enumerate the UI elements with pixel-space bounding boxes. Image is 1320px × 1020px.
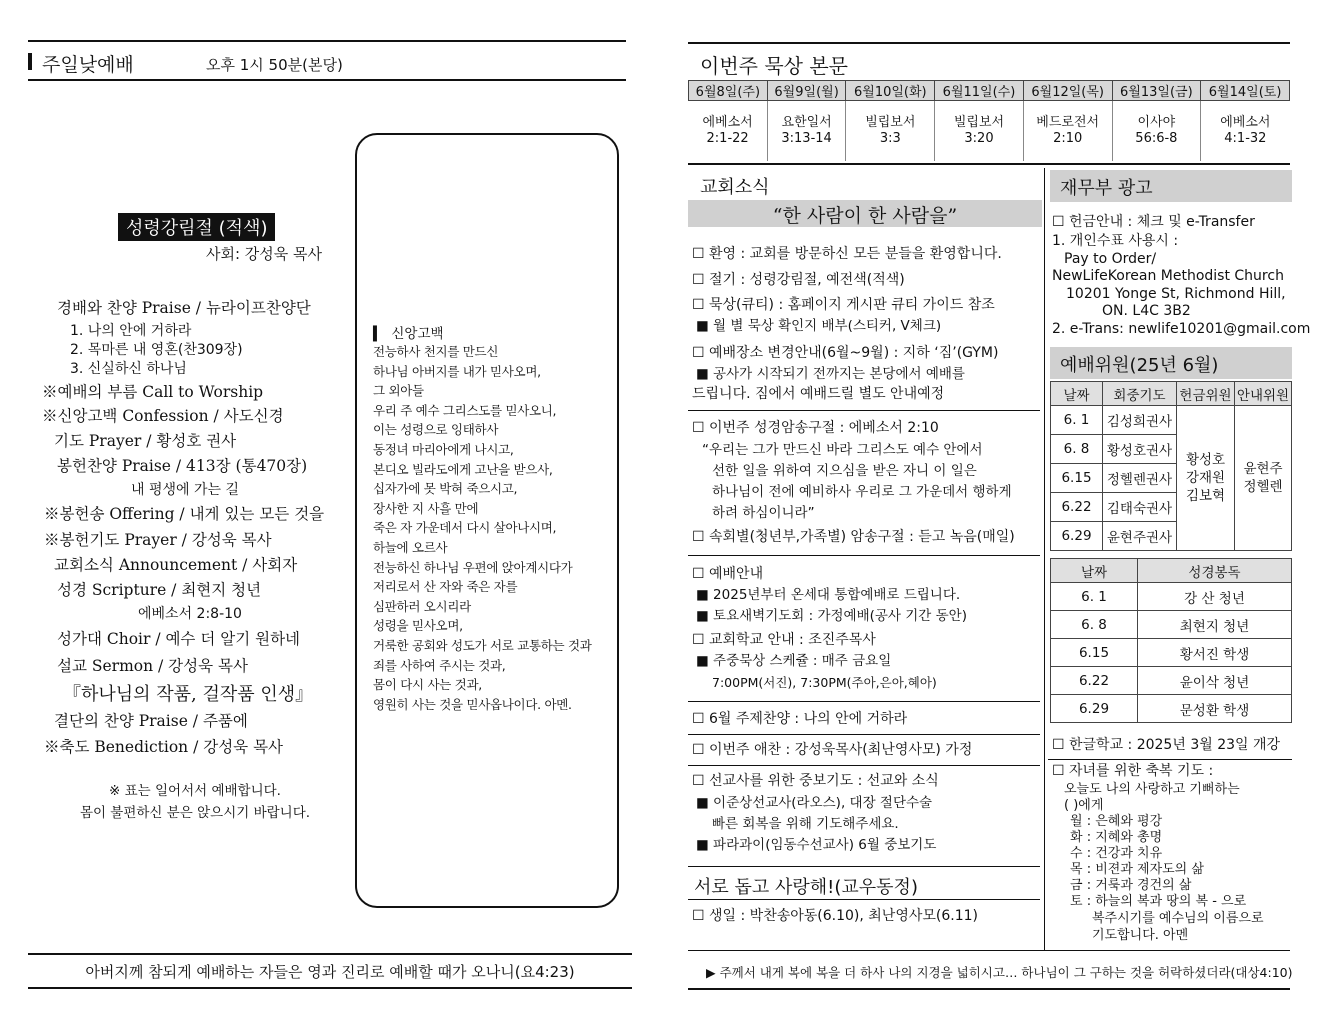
service-header (28, 44, 626, 80)
committee-name: 강재원 (1185, 470, 1226, 486)
duty-table (1050, 381, 1292, 551)
duty-date: 6. 1 (1051, 406, 1103, 435)
reading-name: 강 산 청년 (1138, 583, 1292, 611)
finance-line: 1. 개인수표 사용시 : (1052, 233, 1179, 249)
news-item: ■ 이준상선교사(라오스), 대장 절단수술 (696, 795, 933, 811)
finance-line: NewLifeKorean Methodist Church (1052, 268, 1284, 284)
sched-book: 요한일서 (781, 114, 832, 130)
order-item: 1. 나의 안에 거하라 (70, 323, 192, 339)
duty-date: 6. 8 (1051, 435, 1103, 464)
sched-ref: 56:6-8 (1135, 130, 1178, 146)
love-title: 서로 돕고 사랑해!(교우동정) (694, 877, 918, 898)
sched-ref: 3:20 (964, 130, 994, 146)
right-top-rule (688, 42, 1290, 44)
news-item: ☐ 묵상(큐티) : 홈페이지 게시판 큐티 가이드 참조 (692, 297, 995, 313)
duty-date: 6.22 (1051, 493, 1103, 522)
finance-line: 2. e-Trans: newlife10201@gmail.com (1052, 321, 1311, 337)
reading-date: 6. 8 (1051, 611, 1138, 639)
holiday-label: 성령강림절 (적색) (118, 213, 275, 241)
sched-day: 6월12일(목) (1023, 81, 1112, 101)
sched-day: 6월13일(금) (1112, 81, 1201, 101)
news-item: 7:00PM(서진), 7:30PM(주아,은아,혜아) (712, 675, 937, 690)
order-item: 에베소서 2:8-10 (138, 606, 242, 622)
blessing-line: 수 : 건강과 치유 (1070, 846, 1163, 861)
order-item: ※예배의 부름 Call to Worship (42, 383, 264, 401)
footer-rule-top (28, 953, 632, 955)
sched-book: 빌립보서 (953, 114, 1005, 130)
sched-ref: 3:13-14 (781, 130, 832, 146)
blessing-line: 월 : 은혜와 평강 (1070, 814, 1163, 829)
news-banner: “한 사람이 한 사람을” (688, 200, 1042, 227)
finance-line: Pay to Order/ (1064, 251, 1157, 267)
column-divider (1044, 168, 1045, 950)
committee-name: 황성호 (1185, 452, 1226, 468)
duty-date: 6.29 (1051, 522, 1103, 551)
news-item: 드립니다. 짐에서 예배드릴 별도 안내예정 (692, 386, 945, 402)
order-item: ※봉헌송 Offering / 내게 있는 모든 것을 (44, 505, 325, 523)
duty-prayer: 김태숙권사 (1103, 493, 1177, 522)
left-footer: 아버지께 참되게 예배하는 자들은 영과 진리로 예배할 때가 오나니(요4:23) (85, 963, 575, 981)
news-item: ☐ 이번주 성경암송구절 : 에베소서 2:10 (692, 420, 939, 436)
birthday-item: ☐ 생일 : 박찬송아동(6.10), 최난영사모(6.11) (692, 908, 978, 924)
standing-note (50, 780, 340, 824)
right-footer-rule-bottom (688, 988, 1290, 990)
order-item: 설교 Sermon / 강성욱 목사 (57, 657, 248, 675)
order-item: ※봉헌기도 Prayer / 강성욱 목사 (44, 531, 272, 549)
sermon-title: 『하나님의 작품, 걸작품 인생』 (63, 684, 314, 705)
usher-committee (1235, 406, 1292, 551)
offering-committee (1177, 406, 1235, 551)
sched-day: 6월8일(주) (689, 81, 768, 101)
order-item: 성가대 Choir / 예수 더 알기 원하네 (57, 630, 301, 648)
duty-header: 날짜 (1051, 382, 1103, 406)
order-item: ※신앙고백 Confession / 사도신경 (42, 407, 284, 425)
love-rule-top (688, 866, 1040, 867)
sched-ref: 2:10 (1053, 130, 1083, 146)
blessing-line: 화 : 지혜와 총명 (1070, 830, 1163, 845)
duty-header: 안내위원 (1235, 382, 1292, 406)
news-item: ☐ 선교사를 위한 중보기도 : 선교와 소식 (692, 773, 939, 789)
meditation-title: 이번주 묵상 본문 (700, 54, 848, 78)
sched-day: 6월11일(수) (935, 81, 1024, 101)
order-item: ※축도 Benediction / 강성욱 목사 (44, 738, 284, 756)
duty-prayer: 황성호권사 (1103, 435, 1177, 464)
duty-prayer: 정헬렌권사 (1103, 464, 1177, 493)
news-item: ☐ 속회별(청년부,가족별) 암송구절 : 듣고 녹음(매일) (692, 529, 1015, 545)
top-rule (28, 40, 626, 42)
news-item: ☐ 예배장소 변경안내(6월~9월) : 지하 ‘짐’(GYM) (692, 345, 999, 361)
duty-date: 6.15 (1051, 464, 1103, 493)
news-item: ☐ 예배안내 (692, 566, 764, 582)
news-item: ☐ 6월 주제찬양 : 나의 안에 거하라 (692, 711, 908, 727)
sched-day: 6월10일(화) (846, 81, 935, 101)
sched-cell (1112, 101, 1201, 161)
note-line: 몸이 불편하신 분은 앉으시기 바랍니다. (79, 805, 311, 821)
news-item: ■ 2025년부터 온세대 통합예배로 드립니다. (696, 587, 961, 603)
order-item: 성경 Scripture / 최현지 청년 (57, 581, 262, 599)
reading-name: 황서진 학생 (1138, 639, 1292, 667)
right-footer-rule-top (688, 950, 1290, 951)
news-divider (688, 734, 1040, 735)
news-item: ☐ 절기 : 성령강림절, 예전색(적색) (692, 272, 905, 288)
news-item: ■ 공사가 시작되기 전까지는 본당에서 예배를 (696, 366, 965, 382)
news-item: 하려 하심이니라” (712, 505, 815, 521)
sched-cell (1023, 101, 1112, 161)
committee-name: 윤현주 (1243, 461, 1283, 477)
sched-cell (846, 101, 935, 161)
sched-ref: 4:1-32 (1224, 130, 1267, 146)
order-item: 3. 신실하신 하나님 (70, 361, 187, 377)
news-item: 빠른 회복을 위해 기도해주세요. (712, 816, 899, 832)
header-rule (28, 79, 626, 81)
finance-line: ☐ 헌금안내 : 체크 및 e-Transfer (1052, 214, 1255, 230)
reading-date: 6. 1 (1051, 583, 1138, 611)
news-divider (688, 555, 1040, 556)
right-footer: ▶ 주께서 내게 복에 복을 더 하사 나의 지경을 넓히시고… 하나님이 그 구하는 것을 허락하셨더라(대상4:10) (706, 965, 1293, 980)
order-item: 2. 목마른 내 영혼(찬309장) (70, 342, 243, 358)
news-item: ■ 월 별 묵상 확인지 배부(스티커, V체크) (696, 318, 942, 334)
blessing-line: 금 : 거룩과 경건의 삶 (1070, 878, 1192, 893)
finance-line: ON. L4C 3B2 (1102, 303, 1191, 319)
creed-text: 전능하사 천지를 만드신 하나님 아버지를 내가 믿사오며, 그 외아들 우리 주 예수 그리스도를 믿사오니, 이는 성령으로 잉태하사 동정녀 마리아에게 나시고, 본디오 빌라도에게 고난을 받으사, 십자가에 못 박혀 죽으시고, 장사한 지 사흘 만에 죽은 자 가운데서 다시 살아나시며, 하늘에 오르사 전능하신 하나님 우편에 앉아계시다가 저리로서 산 자와 죽은 자를 심판하러 오시리라 성령을 믿사오며, 거룩한 공회와 성도가 서로 교통하는 것과 죄를 사하여 주시는 것과, 몸이 다시 사는 것과, 영원히 사는 것을 믿사옵나이다. 아멘. (373, 344, 592, 712)
creed-title-text: 신앙고백 (391, 326, 444, 342)
reading-date: 6.22 (1051, 667, 1138, 695)
sched-cell (935, 101, 1024, 161)
reading-table (1050, 558, 1292, 723)
news-item: ☐ 이번주 애찬 : 강성욱목사(최난영사모) 가정 (692, 742, 973, 758)
service-title: 주일낮예배 (42, 54, 134, 76)
reading-header: 성경봉독 (1138, 559, 1292, 583)
finance-title: 재무부 광고 (1050, 170, 1292, 202)
bar-icon: ▍ (373, 326, 384, 342)
duty-header: 회중기도 (1103, 382, 1177, 406)
news-title: 교회소식 (700, 177, 770, 198)
order-item: 교회소식 Announcement / 사회자 (54, 556, 298, 574)
sched-ref: 3:3 (879, 130, 901, 146)
sched-book: 베드로전서 (1036, 114, 1100, 130)
meditation-schedule (688, 80, 1290, 161)
duty-header: 헌금위원 (1177, 382, 1235, 406)
blessing-line: 목 : 비젼과 제자도의 삶 (1070, 862, 1204, 877)
sched-ref: 2:1-22 (706, 130, 749, 146)
news-divider (688, 701, 1040, 702)
committee-name: 김보혁 (1185, 488, 1226, 504)
blessing-line: 토 : 하늘의 복과 땅의 복 - 으로 (1070, 894, 1247, 909)
committee-name: 정헬렌 (1243, 479, 1283, 495)
hangul-rule (1048, 759, 1292, 760)
reading-name: 최현지 청년 (1138, 611, 1292, 639)
reading-header: 날짜 (1051, 559, 1138, 583)
news-divider (688, 410, 1040, 411)
love-rule-bottom (688, 899, 1040, 900)
sched-cell (689, 101, 768, 161)
blessing-line: 복주시기를 예수님의 이름으로 (1092, 911, 1264, 926)
news-item: ☐ 교회학교 안내 : 조진주목사 (692, 632, 876, 648)
creed-title (373, 322, 444, 342)
duty-prayer: 김성희권사 (1103, 406, 1177, 435)
news-item: 선한 일을 위하여 지으심을 받은 자니 이 일은 (712, 463, 977, 479)
news-divider (688, 765, 1040, 766)
sched-book: 빌립보서 (865, 114, 916, 130)
reading-date: 6.29 (1051, 695, 1138, 723)
news-item: ■ 주중묵상 스케쥴 : 매주 금요일 (696, 653, 892, 669)
order-item: 기도 Prayer / 황성호 권사 (54, 432, 237, 450)
reading-date: 6.15 (1051, 639, 1138, 667)
news-item: ■ 토요새벽기도회 : 가정예배(공사 기간 동안) (696, 608, 967, 624)
news-item: “우리는 그가 만드신 바라 그리스도 예수 안에서 (702, 442, 983, 458)
note-line: ※ 표는 일어서서 예배합니다. (109, 783, 281, 799)
sched-day: 6월9일(월) (767, 81, 846, 101)
duty-title: 예배위원(25년 6월) (1050, 347, 1292, 379)
host-label: 사회: 강성욱 목사 (206, 245, 323, 263)
finance-line: 10201 Yonge St, Richmond Hill, (1066, 286, 1286, 302)
sched-book: 에베소서 (702, 114, 753, 130)
reading-name: 문성환 학생 (1138, 695, 1292, 723)
sched-book: 이사야 (1137, 114, 1176, 130)
news-item: 하나님이 전에 예비하사 우리로 그 가운데서 행하게 (712, 484, 1012, 500)
news-item: ■ 파라과이(임동수선교사) 6월 중보기도 (696, 837, 937, 853)
news-item: ☐ 환영 : 교회를 방문하신 모든 분들을 환영합니다. (692, 246, 1002, 262)
duty-prayer: 윤현주권사 (1103, 522, 1177, 551)
blessing-line: ( )에게 (1064, 798, 1104, 813)
schedule-rule (688, 163, 1290, 165)
service-time: 오후 1시 50분(본당) (206, 56, 343, 74)
order-item: 봉헌찬양 Praise / 413장 (통470장) (57, 457, 308, 475)
header-bar (28, 53, 32, 70)
sched-book: 에베소서 (1220, 114, 1271, 130)
order-item: 결단의 찬양 Praise / 주품에 (54, 712, 248, 730)
blessing-title: ☐ 자녀를 위한 축복 기도 : (1052, 763, 1214, 779)
blessing-line: 기도합니다. 아멘 (1092, 928, 1189, 943)
order-item: 경배와 찬양 Praise / 뉴라이프찬양단 (57, 299, 311, 317)
reading-name: 윤이삭 청년 (1138, 667, 1292, 695)
footer-rule-bottom (28, 987, 632, 989)
sched-day: 6월14일(토) (1201, 81, 1290, 101)
hangul-school: ☐ 한글학교 : 2025년 3월 23일 개강 (1052, 737, 1281, 753)
sched-cell (767, 101, 846, 161)
sched-cell (1201, 101, 1290, 161)
blessing-line: 오늘도 나의 사랑하고 기뻐하는 (1064, 782, 1240, 797)
order-item: 내 평생에 가는 길 (131, 482, 240, 498)
